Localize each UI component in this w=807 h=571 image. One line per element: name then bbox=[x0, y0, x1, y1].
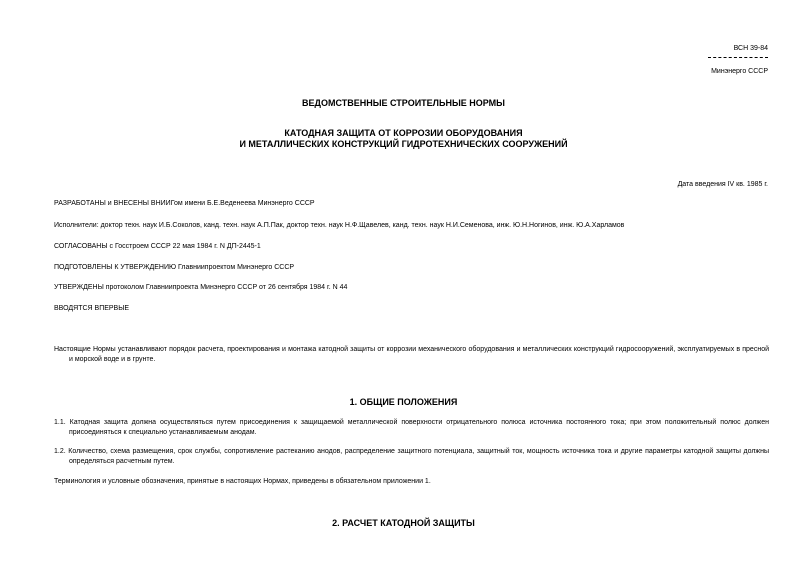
approved-protocol: УТВЕРЖДЕНЫ протоколом Главниипроекта Минэнерго СССР от 26 сентября 1984 г. N 44 bbox=[54, 284, 348, 291]
document-title-line-2: И МЕТАЛЛИЧЕСКИХ КОНСТРУКЦИЙ ГИДРОТЕХНИЧЕСКИХ СООРУЖЕНИЙ bbox=[239, 139, 568, 149]
prepared-for-approval: ПОДГОТОВЛЕНЫ К УТВЕРЖДЕНИЮ Главниипроектом Минэнерго СССР bbox=[54, 264, 295, 271]
document-title bbox=[0, 128, 807, 150]
header-divider bbox=[708, 57, 768, 58]
terminology-note: Терминология и условные обозначения, принятые в настоящих Нормах, приведены в обязательном приложении 1. bbox=[54, 478, 431, 485]
section-1-heading: 1. ОБЩИЕ ПОЛОЖЕНИЯ bbox=[349, 397, 458, 407]
document-type-title: ВЕДОМСТВЕННЫЕ СТРОИТЕЛЬНЫЕ НОРМЫ bbox=[302, 98, 505, 108]
authors: Исполнители: доктор техн. наук И.Б.Соколов, канд. техн. наук А.П.Пак, доктор техн. наук Н.Ф.Щавелев, канд. техн. наук Н.И.Семенова, инж. Ю.Н.Ногинов, инж. Ю.А.Харламов bbox=[54, 222, 625, 229]
document-code: ВСН 39-84 bbox=[733, 45, 768, 52]
document-title-line-1: КАТОДНАЯ ЗАЩИТА ОТ КОРРОЗИИ ОБОРУДОВАНИЯ bbox=[284, 128, 523, 138]
section-2-heading: 2. РАСЧЕТ КАТОДНОЙ ЗАЩИТЫ bbox=[332, 518, 475, 528]
approved-gosstroy: СОГЛАСОВАНЫ с Госстроем СССР 22 мая 1984 г. N ДП-2445-1 bbox=[54, 243, 261, 250]
developed-by: РАЗРАБОТАНЫ и ВНЕСЕНЫ ВНИИГом имени Б.Е.Веденеева Минэнерго СССР bbox=[54, 200, 315, 207]
introduced-first-time: ВВОДЯТСЯ ВПЕРВЫЕ bbox=[54, 305, 130, 312]
effective-date: Дата введения IV кв. 1985 г. bbox=[677, 181, 768, 188]
preamble-paragraph: Настоящие Нормы устанавливают порядок расчета, проектирования и монтажа катодной защиты от коррозии механического оборудования и металлических конструкций гидросооружений, эксплуатируемых в пресной и морской воде и в грунте. bbox=[54, 346, 769, 363]
organization-label: Минэнерго СССР bbox=[711, 68, 768, 75]
clause-1-2: 1.2. Количество, схема размещения, срок службы, сопротивление растеканию анодов, распределение защитного потенциала, защитный ток, мощность источника тока и другие параметры катодной защиты должны определяться расчетным путем. bbox=[54, 448, 769, 465]
clause-1-1: 1.1. Катодная защита должна осуществляться путем присоединения к защищаемой металлической поверхности отрицательного полюса источника постоянного тока; при этом положительный полюс должен присоединяться к специально устанавливаемым анодам. bbox=[54, 419, 769, 436]
